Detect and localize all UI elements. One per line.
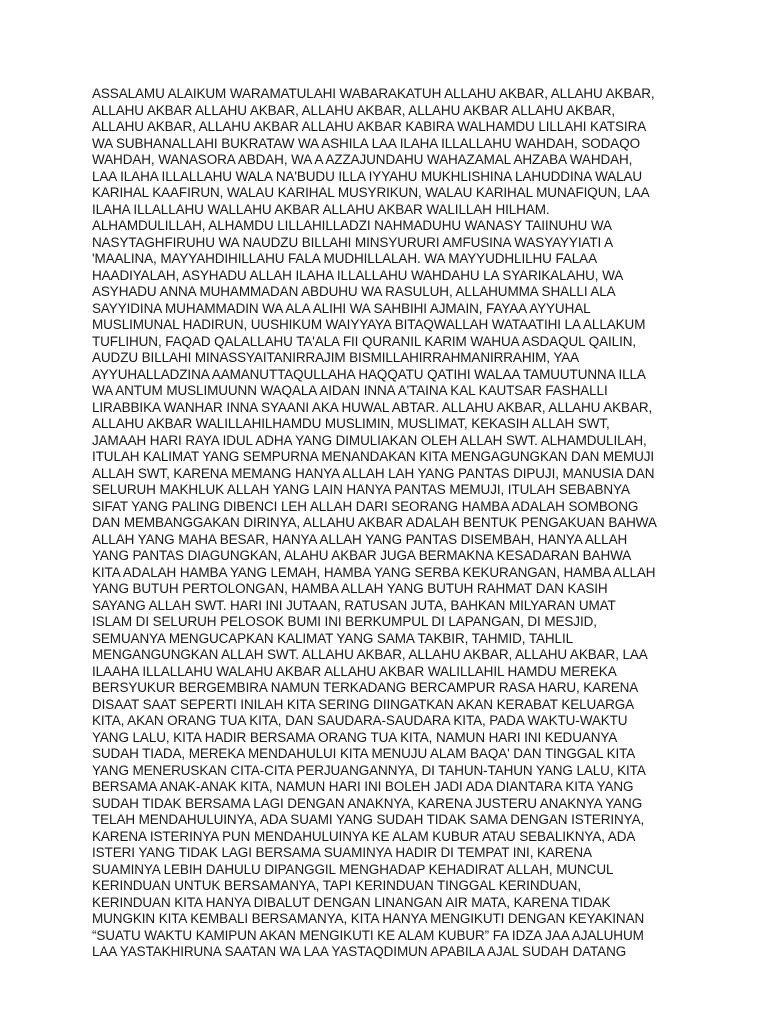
text-line: “SUATU WAKTU KAMIPUN AKAN MENGIKUTI KE ALAM KUBUR” FA IDZA JAA AJALUHUM: [92, 927, 644, 943]
text-line: ALLAHU AKBAR, ALLAHU AKBAR ALLAHU AKBAR KABIRA WALHAMDU LILLAHI KATSIRA: [92, 119, 647, 134]
text-line: NASYTAGHFIRUHU WA NAUDZU BILLAHI MINSYURURI AMFUSINA WASYAYYIATI A: [92, 234, 613, 250]
text-line: SAYANG ALLAH SWT. HARI INI JUTAAN, RATUSAN JUTA, BAHKAN MILYARAN UMAT: [92, 597, 616, 613]
text-line: 'MAALINA, MAYYAHDIHILLAHU FALA MUDHILLALAH. WA MAYYUDHLILHU FALAA: [92, 251, 597, 266]
text-line: KARIHAL KAAFIRUN, WALAU KARIHAL MUSYRIKUN, WALAU KARIHAL MUNAFIQUN, LAA: [92, 185, 650, 200]
text-line: YANG PANTAS DIAGUNGKAN, ALAHU AKBAR JUGA BERMAKNA KESADARAN BAHWA: [92, 548, 632, 563]
text-line: SAYYIDINA MUHAMMADIN WA ALA ALIHI WA SAHBIHI AJMAIN, FAYAA AYYUHAL: [92, 300, 591, 316]
text-line: DISAAT SAAT SEPERTI INILAH KITA SERING DIINGATKAN AKAN KERABAT KELUARGA: [92, 696, 635, 712]
text-line: SIFAT YANG PALING DIBENCI LEH ALLAH DARI SEORANG HAMBA ADALAH SOMBONG: [92, 498, 639, 514]
text-line: ASSALAMU ALAIKUM WARAMATULAHI WABARAKATUH ALLAHU AKBAR, ALLAHU AKBAR,: [92, 86, 655, 101]
text-line: KERINDUAN UNTUK BERSAMANYA, TAPI KERINDUAN TINGGAL KERINDUAN,: [92, 878, 581, 893]
text-line: LAA YASTAKHIRUNA SAATAN WA LAA YASTAQDIMUN APABILA AJAL SUDAH DATANG: [92, 944, 627, 959]
text-line: TELAH MENDAHULUINYA, ADA SUAMI YANG SUDAH TIDAK SAMA DENGAN ISTERINYA,: [92, 812, 645, 827]
text-line: ILAHA ILLALLAHU WALLAHU AKBAR ALLAHU AKBAR WALILLAH HILHAM.: [92, 201, 550, 217]
text-line: DAN MEMBANGGAKAN DIRINYA, ALLAHU AKBAR ADALAH BENTUK PENGAKUAN BAHWA: [92, 515, 657, 530]
text-line: YANG BUTUH PERTOLONGAN, HAMBA ALLAH YANG BUTUH RAHMAT DAN KASIH: [92, 581, 608, 596]
document-body-text: [92, 86, 682, 961]
text-line: LAA ILAHA ILLALLAHU WALA NA'BUDU ILLA IYYAHU MUKHLISHINA LAHUDDINA WALAU: [92, 168, 643, 184]
text-line: ISLAM DI SELURUH PELOSOK BUMI INI BERKUMPUL DI LAPANGAN, DI MESJID,: [92, 614, 597, 629]
text-line: ALHAMDULILLAH, ALHAMDU LILLAHILLADZI NAHMADUHU WANASY TAIINUHU WA: [92, 218, 612, 233]
text-line: LIRABBIKA WANHAR INNA SYAANI AKA HUWAL ABTAR. ALLAHU AKBAR, ALLAHU AKBAR,: [92, 399, 653, 415]
text-line: TUFLIHUN, FAQAD QALALLAHU TA'ALA FII QURANIL KARIM WAHUA ASDAQUL QAILIN,: [92, 333, 637, 349]
text-line: BERSYUKUR BERGEMBIRA NAMUN TERKADANG BERCAMPUR RASA HARU, KARENA: [92, 680, 639, 695]
text-line: YANG MENERUSKAN CITA-CITA PERJUANGANNYA, DI TAHUN-TAHUN YANG LALU, KITA: [92, 762, 646, 778]
text-line: AYYUHALLADZINA AAMANUTTAQULLAHA HAQQATU QATIHI WALAA TAMUUTUNNA ILLA: [92, 366, 646, 382]
text-line: ALLAHU AKBAR WALILLAHILHAMDU MUSLIMIN, MUSLIMAT, KEKASIH ALLAH SWT,: [92, 416, 610, 431]
text-line: SUDAH TIADA, MEREKA MENDAHULUI KITA MENUJU ALAM BAQA' DAN TINGGAL KITA: [92, 746, 636, 761]
text-line: SEMUANYA MENGUCAPKAN KALIMAT YANG SAMA TAKBIR, TAHMID, TAHLIL: [92, 630, 574, 646]
text-line: WA ANTUM MUSLIMUUNN WAQALA AIDAN INNA A'TAINA KAL KAUTSAR FASHALLI: [92, 383, 608, 398]
text-line: ILAAHA ILLALLAHU WALAHU AKBAR ALLAHU AKBAR WALILLAHIL HAMDU MEREKA: [92, 663, 617, 679]
text-line: MUNGKIN KITA KEMBALI BERSAMANYA, KITA HANYA MENGIKUTI DENGAN KEYAKINAN: [92, 911, 645, 926]
text-line: MUSLIMUNAL HADIRUN, UUSHIKUM WAIYYAYA BITAQWALLAH WATAATIHI LA ALLAKUM: [92, 317, 646, 332]
text-line: YANG LALU, KITA HADIR BERSAMA ORANG TUA KITA, NAMUN HARI INI KEDUANYA: [92, 729, 618, 745]
text-line: AUDZU BILLAHI MINASSYAITANIRRAJIM BISMILLAHIRRAHMANIRRAHIM, YAA: [92, 350, 580, 365]
text-line: ASYHADU ANNA MUHAMMADAN ABDUHU WA RASULUH, ALLAHUMMA SHALLI ALA: [92, 284, 616, 299]
text-line: KERINDUAN KITA HANYA DIBALUT DENGAN LINANGAN AIR MATA, KARENA TIDAK: [92, 894, 611, 910]
text-line: ITULAH KALIMAT YANG SEMPURNA MENANDAKAN KITA MENGAGUNGKAN DAN MEMUJI: [92, 449, 655, 464]
text-line: SUAMINYA LEBIH DAHULU DIPANGGIL MENGHADAP KEHADIRAT ALLAH, MUNCUL: [92, 861, 614, 877]
text-line: JAMAAH HARI RAYA IDUL ADHA YANG DIMULIAKAN OLEH ALLAH SWT. ALHAMDULILAH,: [92, 432, 647, 448]
text-line: SUDAH TIDAK BERSAMA LAGI DENGAN ANAKNYA, KARENA JUSTERU ANAKNYA YANG: [92, 795, 643, 811]
text-line: WA SUBHANALLAHI BUKRATAW WA ASHILA LAA ILAHA ILLALLAHU WAHDAH, SODAQO: [92, 135, 641, 151]
text-line: BERSAMA ANAK-ANAK KITA, NAMUN HARI INI BOLEH JADI ADA DIANTARA KITA YANG: [92, 779, 634, 794]
text-line: ALLAH SWT, KARENA MEMANG HANYA ALLAH LAH YANG PANTAS DIPUJI, MANUSIA DAN: [92, 465, 655, 481]
text-line: HAADIYALAH, ASYHADU ALLAH ILAHA ILLALLAHU WAHDAHU LA SYARIKALAHU, WA: [92, 267, 624, 283]
text-line: ALLAHU AKBAR ALLAHU AKBAR, ALLAHU AKBAR, ALLAHU AKBAR ALLAHU AKBAR,: [92, 102, 616, 118]
text-line: WAHDAH, WANASORA ABDAH, WA A AZZAJUNDAHU WAHAZAMAL AHZABA WAHDAH,: [92, 152, 633, 167]
text-line: ISTERI YANG TIDAK LAGI BERSAMA SUAMINYA HADIR DI TEMPAT INI, KARENA: [92, 845, 592, 860]
text-line: KITA, AKAN ORANG TUA KITA, DAN SAUDARA-SAUDARA KITA, PADA WAKTU-WAKTU: [92, 713, 628, 728]
text-line: KARENA ISTERINYA PUN MENDAHULUINYA KE ALAM KUBUR ATAU SEBALIKNYA, ADA: [92, 828, 636, 844]
text-line: MENGANGUNGKAN ALLAH SWT. ALLAHU AKBAR, ALLAHU AKBAR, ALLAHU AKBAR, LAA: [92, 647, 648, 662]
text-line: ALLAH YANG MAHA BESAR, HANYA ALLAH YANG PANTAS DISEMBAH, HANYA ALLAH: [92, 531, 628, 547]
text-line: SELURUH MAKHLUK ALLAH YANG LAIN HANYA PANTAS MEMUJI, ITULAH SEBABNYA: [92, 482, 630, 497]
text-line: KITA ADALAH HAMBA YANG LEMAH, HAMBA YANG SERBA KEKURANGAN, HAMBA ALLAH: [92, 564, 656, 580]
